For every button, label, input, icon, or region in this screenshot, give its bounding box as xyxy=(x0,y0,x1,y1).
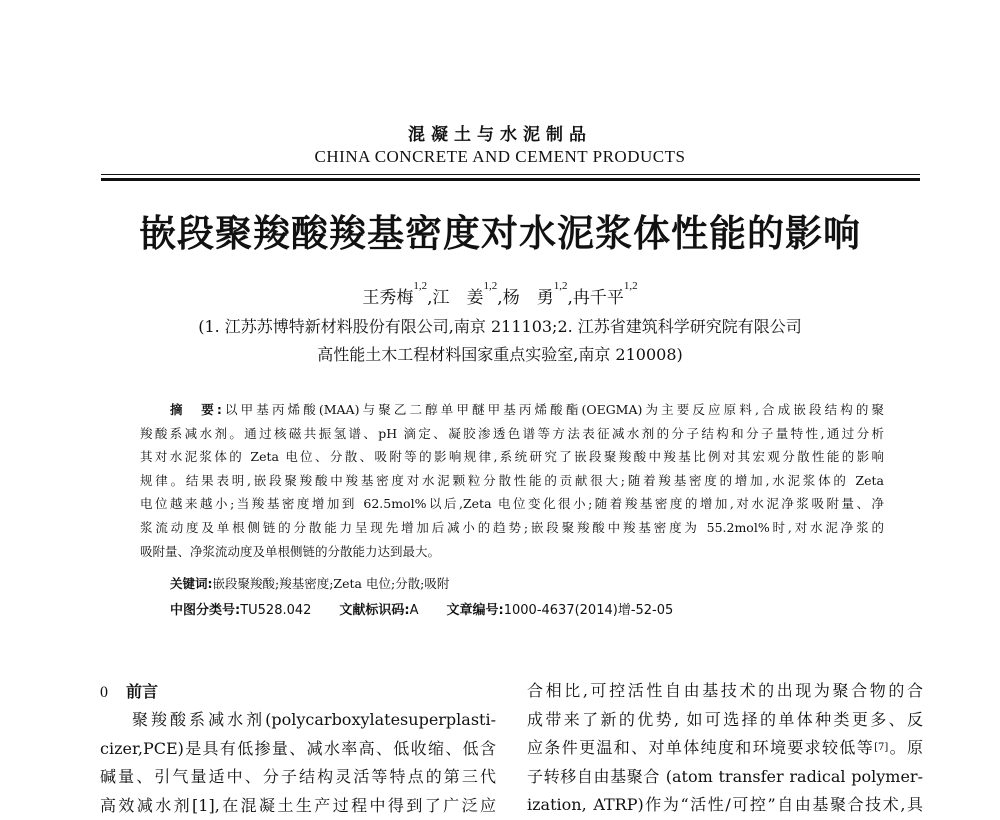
abstract-line: 电位越来越小;当羧基密度增加到 62.5mol%以后,Zeta 电位变化很小;随着羧基密度的增加,对水泥净浆吸附量、净 xyxy=(140,492,884,516)
header-rule-thick xyxy=(101,178,920,181)
article-number-value: 1000-4637(2014)增-52-05 xyxy=(504,603,674,618)
abstract-line: 规律。结果表明,嵌段聚羧酸中羧基密度对水泥颗粒分散性能的贡献很大;随着羧基密度的增加,水泥浆体的 Zeta xyxy=(140,469,884,493)
abstract-line: 浆流动度及单根侧链的分散能力呈现先增加后减小的趋势;嵌段聚羧酸中羧基密度为 55.2mol%时,对水泥净浆的 xyxy=(140,516,884,540)
abstract-line: 其对水泥浆体的 Zeta 电位、分散、吸附等的影响规律,系统研究了嵌段聚羧酸中羧基比例对其宏观分散性能的影响 xyxy=(140,445,884,469)
header-rule-thin xyxy=(101,174,920,175)
body-line: 聚羧酸系减水剂(polycarboxylatesuperplasti- xyxy=(100,706,496,735)
section-title: 前言 xyxy=(126,682,158,701)
author-name: 王秀梅 xyxy=(362,288,413,308)
body-line: 碱量、引气量适中、分子结构灵活等特点的第三代 xyxy=(100,763,496,792)
body-line: 应条件更温和、对单体纯度和环境要求较低等[7]。原 xyxy=(527,734,923,763)
clc-label: 中图分类号: xyxy=(170,603,240,618)
abstract-label: 摘 要: xyxy=(170,402,222,417)
keywords xyxy=(170,574,449,592)
body-line: cizer,PCE)是具有低掺量、减水率高、低收缩、低含 xyxy=(100,735,496,764)
abstract xyxy=(140,398,884,563)
affiliation-line-1: (1. 江苏苏博特新材料股份有限公司,南京 211103;2. 江苏省建筑科学研究院有限公司 xyxy=(0,314,1000,337)
author-name: 杨 勇 xyxy=(503,288,554,308)
body-line: 子转移自由基聚合 (atom transfer radical polymer- xyxy=(527,763,923,792)
author-name: 冉千平 xyxy=(573,288,624,308)
classification-line xyxy=(170,599,673,618)
article-title: 嵌段聚羧酸羧基密度对水泥浆体性能的影响 xyxy=(0,203,1000,257)
abstract-line: 羧酸系减水剂。通过核磁共振氢谱、pH 滴定、凝胶渗透色谱等方法表征减水剂的分子结构和分子量特性,通过分析 xyxy=(140,422,884,446)
doc-code-value: A xyxy=(410,603,419,618)
author-affiliation-mark: 1,2 xyxy=(624,280,638,292)
body-line: 成带来了新的优势, 如可选择的单体种类更多、反 xyxy=(527,706,923,735)
author-affiliation-mark: 1,2 xyxy=(484,280,498,292)
abstract-line: 摘 要:以甲基丙烯酸(MAA)与聚乙二醇单甲醚甲基丙烯酸酯(OEGMA)为主要反应原料,合成嵌段结构的聚 xyxy=(140,398,884,422)
affiliation-line-2: 高性能土木工程材料国家重点实验室,南京 210008) xyxy=(0,342,1000,365)
author-list: 王秀梅$^{1,2}$,江 姜$^{1,2}$,杨 勇$^{1,2}$,冉千平$^{1,2}$ xyxy=(0,283,1000,308)
body-column-left xyxy=(100,706,496,820)
clc-value: TU528.042 xyxy=(240,603,311,618)
keywords-value: 嵌段聚羧酸;羧基密度;Zeta 电位;分散;吸附 xyxy=(213,576,450,591)
section-number: 0 xyxy=(100,684,108,701)
doc-code-label: 文献标识码: xyxy=(339,603,409,618)
journal-name-cn: 混凝土与水泥制品 xyxy=(0,120,1000,145)
article-number-label: 文章编号: xyxy=(447,603,504,618)
keywords-label: 关键词: xyxy=(170,576,213,591)
body-line: 合相比,可控活性自由基技术的出现为聚合物的合 xyxy=(527,677,923,706)
journal-name-en: CHINA CONCRETE AND CEMENT PRODUCTS xyxy=(0,147,1000,167)
abstract-line: 吸附量、净浆流动度及单根侧链的分散能力达到最大。 xyxy=(140,540,884,564)
section-heading xyxy=(100,679,158,702)
author-name: 江 姜 xyxy=(433,288,484,308)
body-column-right xyxy=(527,677,923,820)
body-line: ization, ATRP)作为“活性/可控”自由基聚合技术,具 xyxy=(527,791,923,820)
author-affiliation-mark: 1,2 xyxy=(413,280,427,292)
author-affiliation-mark: 1,2 xyxy=(554,280,568,292)
citation-ref: [7] xyxy=(874,742,888,753)
body-line: 高效减水剂[1],在混凝土生产过程中得到了广泛应 xyxy=(100,792,496,820)
